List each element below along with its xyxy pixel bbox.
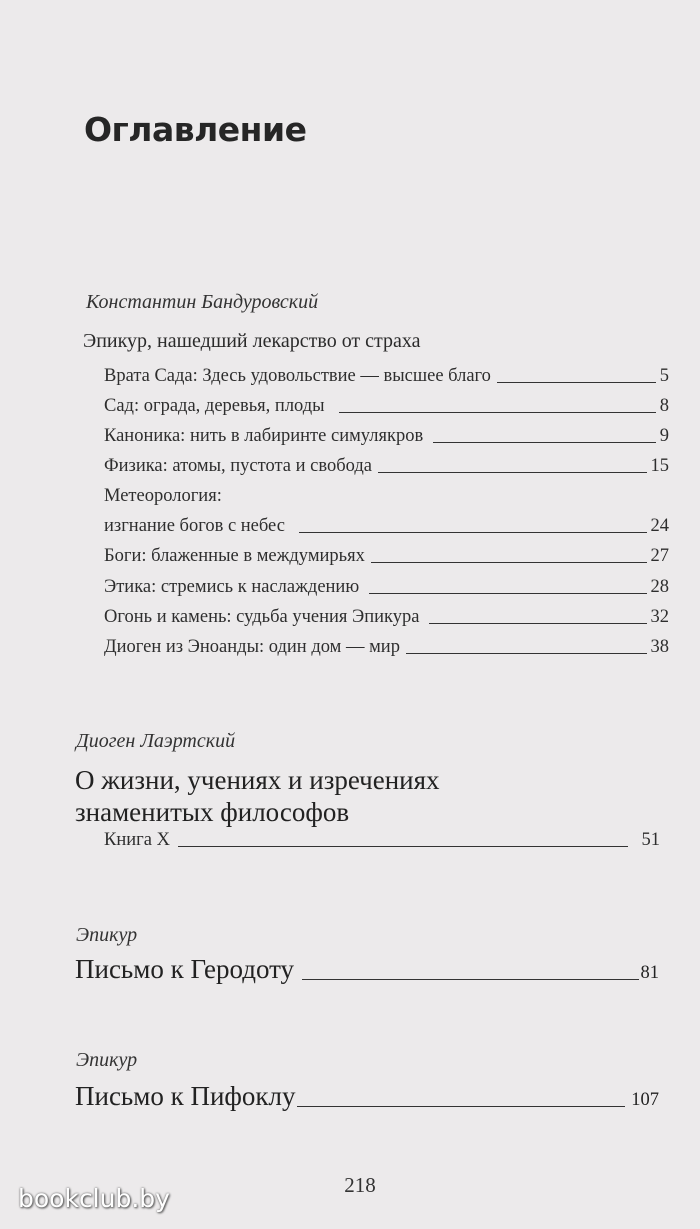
toc-entry: [104, 426, 669, 447]
toc-entry: [104, 607, 669, 628]
section2-work-title-line1: О жизни, учениях и изречениях: [75, 765, 440, 795]
toc-entry: [104, 396, 669, 417]
toc-entry-page: 5: [659, 366, 669, 386]
toc-entry-label: Огонь и камень: судьба учения Эпикура: [104, 607, 420, 627]
toc-entry: [104, 366, 669, 387]
leader-line: [429, 623, 646, 624]
toc-entry-page: 38: [650, 637, 669, 657]
page-number: 218: [344, 1173, 376, 1197]
toc-entry: [75, 954, 659, 985]
toc-entry-label: Врата Сада: Здесь удовольствие — высшее благо: [104, 366, 491, 386]
leader-line: [369, 593, 646, 594]
leader-line: [339, 412, 656, 413]
toc-entry-label: Физика: атомы, пустота и свобода: [104, 456, 372, 476]
section1-work-title: Эпикур, нашедший лекарство от страха: [83, 330, 421, 352]
toc-entry-label: Метеорология:: [104, 486, 222, 506]
toc-entry-label: Боги: блаженные в междумирьях: [104, 546, 365, 566]
toc-entry-page: 81: [640, 963, 659, 983]
section2-work-title-line2: знаменитых философов: [75, 797, 350, 827]
toc-entry: [104, 456, 669, 477]
leader-line: [378, 472, 647, 473]
toc-entry-label: Книга X: [104, 830, 170, 850]
toc-entry-page: 27: [650, 546, 669, 566]
leader-line: [371, 562, 647, 563]
toc-entry-page: 9: [659, 426, 669, 446]
toc-entry-label: Письмо к Пифоклу: [75, 1081, 296, 1111]
toc-entry-page: 32: [650, 607, 669, 627]
toc-entry-label: Сад: ограда, деревья, плоды: [104, 396, 325, 416]
toc-entry-page: 28: [650, 577, 669, 597]
watermark: bookclub.by: [18, 1184, 170, 1213]
toc-entry-page: 15: [650, 456, 669, 476]
toc-entry: [104, 546, 669, 567]
section3-author: Эпикур: [76, 924, 138, 946]
toc-entry-label: Письмо к Геродоту: [75, 954, 295, 984]
toc-entry-label: Этика: стремись к наслаждению: [104, 577, 360, 597]
toc-entry-page: 8: [659, 396, 669, 416]
toc-entry-page: 51: [641, 830, 660, 850]
leader-line: [299, 532, 647, 533]
section2-author: Диоген Лаэртский: [76, 730, 236, 752]
leader-line: [297, 1106, 625, 1107]
leader-line: [178, 846, 628, 847]
toc-entry: [104, 830, 660, 851]
toc-entry-page: 24: [650, 516, 669, 536]
toc-entry: [104, 577, 669, 598]
toc-entry-label: Каноника: нить в лабиринте симулякров: [104, 426, 424, 446]
toc-entry: [104, 637, 669, 658]
leader-line: [433, 442, 656, 443]
toc-entry-label: изгнание богов с небес: [104, 516, 285, 536]
toc-entry-label: Диоген из Эноанды: один дом — мир: [104, 637, 400, 657]
toc-entry-page: 107: [631, 1090, 659, 1110]
leader-line: [497, 382, 656, 383]
page-title: Оглавление: [84, 110, 307, 149]
section4-author: Эпикур: [76, 1049, 138, 1071]
toc-entry: [104, 516, 669, 537]
section1-author: Константин Бандуровский: [86, 291, 319, 313]
leader-line: [302, 979, 638, 980]
leader-line: [406, 653, 647, 654]
toc-entry: [75, 1081, 659, 1112]
